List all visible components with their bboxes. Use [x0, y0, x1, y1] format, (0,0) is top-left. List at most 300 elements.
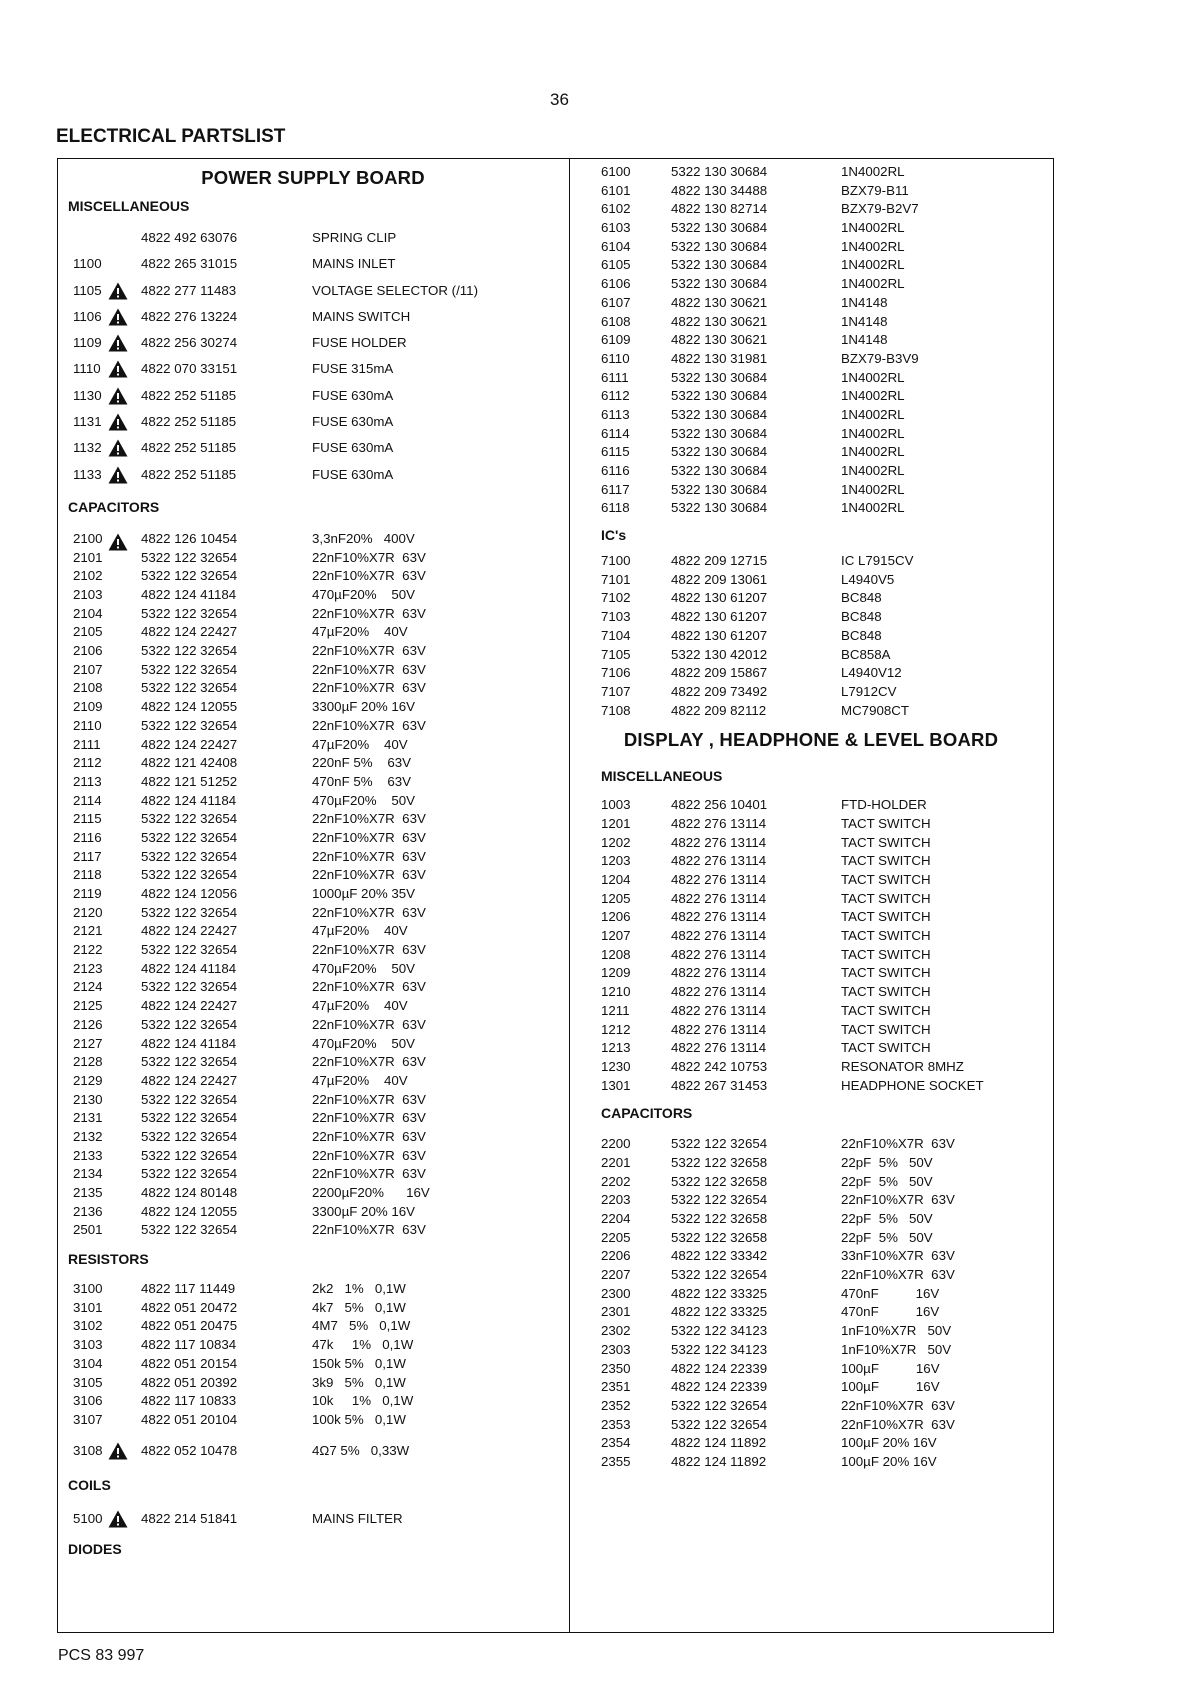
part-ref: 6114: [601, 425, 630, 441]
part-row: [57, 1392, 569, 1411]
part-desc: 4k7 5% 0,1W: [312, 1299, 406, 1315]
part-ref: 2204: [601, 1211, 631, 1226]
part-row: [571, 946, 1051, 965]
part-desc: TACT SWITCH: [841, 890, 931, 906]
part-desc: 10k 1% 0,1W: [312, 1393, 414, 1409]
part-ref: 6113: [601, 406, 630, 422]
part-code: 5322 122 32654: [671, 1267, 768, 1283]
part-row: [57, 1035, 569, 1054]
part-ref: 2119: [73, 886, 102, 902]
part-ref: 3105: [73, 1374, 103, 1390]
part-code: 5322 122 32658: [671, 1211, 768, 1226]
part-desc: 47µF20% 40V: [312, 1072, 408, 1088]
part-code: 4822 209 73492: [671, 683, 768, 699]
part-code: 5322 122 32658: [671, 1173, 768, 1189]
part-row: [571, 983, 1051, 1002]
part-code: 4822 124 11892: [671, 1453, 767, 1469]
part-code: 5322 130 30684: [671, 257, 768, 273]
part-desc: 22nF10%X7R 63V: [312, 904, 426, 920]
part-ref: 1204: [601, 872, 631, 887]
part-ref: 1131: [73, 414, 102, 430]
part-desc: 1N4002RL: [841, 220, 905, 236]
part-row: [57, 904, 569, 923]
part-ref: 1212: [601, 1021, 631, 1037]
part-ref: 1109: [73, 335, 102, 351]
part-code: 5322 130 30684: [671, 444, 768, 460]
warning-triangle-icon: [108, 1510, 128, 1528]
part-desc: 470µF20% 50V: [312, 587, 416, 603]
part-desc: HEADPHONE SOCKET: [841, 1077, 984, 1093]
part-code: 5322 122 32658: [671, 1229, 768, 1245]
display-misc-parts-list: [571, 796, 1051, 1095]
part-desc: MAINS INLET: [312, 256, 396, 272]
part-ref: 3107: [73, 1411, 103, 1427]
part-ref: 6108: [601, 313, 631, 329]
part-desc: FUSE 630mA: [312, 466, 394, 482]
part-row: [57, 1374, 569, 1393]
part-desc: IC L7915CV: [841, 553, 914, 569]
part-row: [571, 1322, 1051, 1341]
part-row: [571, 313, 1051, 332]
part-desc: 22nF10%X7R 63V: [312, 1128, 426, 1144]
part-row: [57, 1091, 569, 1110]
part-desc: 1N4002RL: [841, 481, 905, 497]
part-ref: 1201: [601, 815, 631, 831]
part-code: 5322 122 32654: [141, 568, 238, 584]
part-row: [57, 383, 569, 409]
part-desc: 1N4148: [841, 313, 888, 329]
part-ref: 2104: [73, 605, 103, 621]
part-code: 5322 122 34123: [671, 1323, 768, 1339]
part-desc: 22pF 5% 50V: [841, 1229, 933, 1245]
part-code: 4822 122 33342: [671, 1248, 768, 1264]
part-desc: 470µF20% 50V: [312, 960, 416, 976]
part-ref: 2200: [601, 1136, 631, 1152]
part-row: [571, 481, 1051, 500]
part-code: 5322 130 30684: [671, 276, 768, 292]
part-desc: 100µF 16V: [841, 1379, 940, 1395]
part-code: 4822 051 20154: [141, 1355, 238, 1371]
part-ref: 2113: [73, 773, 102, 789]
part-code: 4822 242 10753: [671, 1058, 768, 1074]
part-desc: L7912CV: [841, 683, 897, 699]
part-ref: 2130: [73, 1091, 103, 1107]
part-ref: 7101: [601, 571, 631, 587]
part-code: 4822 124 12055: [141, 699, 238, 715]
part-ref: 2202: [601, 1173, 631, 1189]
part-row: [571, 1247, 1051, 1266]
part-code: 4822 124 22427: [141, 1072, 238, 1088]
part-code: 4822 117 10834: [141, 1337, 237, 1353]
power-supply-board-title: POWER SUPPLY BOARD: [201, 167, 425, 188]
part-row: [57, 1147, 569, 1166]
part-row: [57, 1355, 569, 1374]
part-code: 5322 122 32654: [671, 1397, 768, 1413]
part-row: [57, 586, 569, 605]
part-desc: RESONATOR 8MHZ: [841, 1058, 964, 1074]
part-desc: BZX79-B3V9: [841, 350, 919, 366]
part-desc: 22nF10%X7R 63V: [312, 867, 426, 883]
part-row: [571, 871, 1051, 890]
part-code: 5322 122 32654: [141, 1128, 238, 1144]
part-row: [571, 294, 1051, 313]
capacitor-parts-list: [57, 530, 569, 1240]
part-desc: MAINS SWITCH: [312, 308, 411, 324]
part-desc: 1nF10%X7R 50V: [841, 1323, 952, 1339]
part-row: [571, 1191, 1051, 1210]
part-row: [57, 567, 569, 586]
part-code: 4822 124 41184: [141, 792, 237, 808]
part-ref: 2131: [73, 1110, 103, 1126]
part-desc: 33nF10%X7R 63V: [841, 1248, 955, 1264]
part-desc: MC7908CT: [841, 702, 909, 718]
part-desc: 470µF20% 50V: [312, 1035, 416, 1051]
part-code: 4822 252 51185: [141, 387, 237, 403]
part-desc: 1N4002RL: [841, 463, 905, 478]
part-desc: TACT SWITCH: [841, 928, 931, 944]
part-code: 4822 124 80148: [141, 1185, 238, 1201]
part-code: 5322 122 32654: [141, 661, 238, 677]
part-desc: 470nF 16V: [841, 1304, 940, 1320]
part-ref: 6109: [601, 332, 631, 348]
part-desc: 22nF10%X7R 63V: [312, 1110, 426, 1126]
part-row: [571, 608, 1051, 627]
part-ref: 2125: [73, 998, 103, 1014]
part-desc: MAINS FILTER: [312, 1510, 403, 1526]
part-row: [571, 425, 1051, 444]
part-desc: 22pF 5% 50V: [841, 1211, 933, 1226]
part-row: [57, 1411, 569, 1430]
part-desc: 22nF10%X7R 63V: [841, 1267, 955, 1283]
part-desc: 22nF10%X7R 63V: [312, 1054, 426, 1070]
section-diodes: DIODES: [68, 1541, 122, 1558]
part-code: 4822 276 13114: [671, 872, 767, 887]
part-row: [571, 406, 1051, 425]
part-desc: 1N4148: [841, 332, 888, 348]
part-row: [57, 1317, 569, 1336]
part-code: 4822 124 11892: [671, 1435, 767, 1451]
part-code: 4822 051 20104: [141, 1411, 238, 1427]
part-desc: 3300µF 20% 16V: [312, 1203, 416, 1219]
part-ref: 6117: [601, 481, 630, 497]
part-code: 5322 130 30684: [671, 500, 768, 516]
part-ref: 2103: [73, 587, 103, 603]
part-code: 4822 122 33325: [671, 1304, 768, 1320]
warning-triangle-icon: [108, 360, 128, 378]
part-desc: 470nF 5% 63V: [312, 773, 412, 789]
part-ref: 2352: [601, 1397, 631, 1413]
part-desc: 100k 5% 0,1W: [312, 1411, 406, 1427]
part-ref: 2126: [73, 1016, 103, 1032]
part-row: [57, 829, 569, 848]
part-row: [571, 664, 1051, 683]
part-row: [57, 792, 569, 811]
part-code: 5322 122 32654: [141, 605, 238, 621]
part-ref: 2118: [73, 867, 102, 883]
part-ref: 2129: [73, 1072, 103, 1088]
part-row: [571, 256, 1051, 275]
part-code: 4822 051 20475: [141, 1318, 238, 1334]
part-ref: 2127: [73, 1035, 103, 1051]
part-row: [571, 852, 1051, 871]
part-row: [571, 1173, 1051, 1192]
part-ref: 3108: [73, 1442, 103, 1458]
part-row: [571, 1453, 1051, 1472]
part-ref: 2101: [73, 549, 103, 565]
part-ref: 1203: [601, 853, 631, 869]
part-desc: 22nF10%X7R 63V: [312, 643, 426, 659]
part-code: 5322 122 32654: [671, 1136, 768, 1152]
part-code: 5322 122 32654: [141, 1054, 238, 1070]
part-desc: 1N4002RL: [841, 276, 905, 292]
resistor-extra-list: [57, 1438, 569, 1464]
part-desc: VOLTAGE SELECTOR (/11): [312, 282, 479, 298]
part-code: 4822 130 34488: [671, 182, 768, 198]
part-row: [57, 1184, 569, 1203]
part-ref: 7105: [601, 646, 631, 662]
part-row: [57, 1506, 569, 1532]
part-code: 4822 121 51252: [141, 773, 238, 789]
part-ref: 3104: [73, 1355, 103, 1371]
part-desc: 2k2 1% 0,1W: [312, 1281, 406, 1297]
part-ref: 2205: [601, 1229, 631, 1245]
part-ref: 3102: [73, 1318, 103, 1334]
part-code: 5322 130 30684: [671, 463, 768, 478]
part-ref: 2201: [601, 1154, 631, 1170]
display-capacitor-parts-list: [571, 1135, 1051, 1471]
part-row: [571, 1266, 1051, 1285]
warning-triangle-icon: [108, 282, 128, 300]
part-row: [57, 922, 569, 941]
part-code: 4822 121 42408: [141, 755, 238, 771]
part-desc: 22nF10%X7R 63V: [312, 942, 426, 958]
part-row: [57, 1165, 569, 1184]
part-code: 4822 252 51185: [141, 466, 237, 482]
part-ref: 6102: [601, 201, 631, 217]
part-code: 4822 256 10401: [671, 797, 768, 813]
part-ref: 2302: [601, 1323, 631, 1339]
section-capacitors: CAPACITORS: [68, 498, 160, 515]
part-ref: 1202: [601, 834, 631, 850]
part-desc: BZX79-B2V7: [841, 201, 919, 217]
part-desc: 1N4002RL: [841, 257, 905, 273]
part-code: 4822 256 30274: [141, 335, 238, 351]
warning-triangle-icon: [108, 334, 128, 352]
part-desc: 22nF10%X7R 63V: [312, 979, 426, 995]
part-row: [571, 1378, 1051, 1397]
part-desc: 22nF10%X7R 63V: [312, 1147, 426, 1163]
part-ref: 1110: [73, 361, 101, 377]
part-code: 5322 122 32654: [141, 680, 238, 696]
part-code: 4822 124 41184: [141, 587, 237, 603]
part-code: 5322 122 32654: [141, 942, 238, 958]
warning-triangle-icon: [108, 1442, 128, 1460]
part-code: 4822 070 33151: [141, 361, 238, 377]
part-row: [571, 1416, 1051, 1435]
part-desc: 100µF 20% 16V: [841, 1453, 937, 1469]
part-code: 4822 492 63076: [141, 230, 238, 245]
part-desc: TACT SWITCH: [841, 1021, 931, 1037]
part-code: 4822 214 51841: [141, 1510, 238, 1526]
part-code: 4822 130 30621: [671, 294, 768, 310]
part-ref: 6100: [601, 164, 631, 179]
part-desc: 470µF20% 50V: [312, 792, 416, 808]
part-row: [57, 435, 569, 461]
part-row: [57, 462, 569, 488]
part-desc: 1N4002RL: [841, 388, 905, 404]
part-row: [57, 960, 569, 979]
part-row: [571, 331, 1051, 350]
part-row: [571, 1135, 1051, 1154]
part-ref: 2110: [73, 717, 102, 733]
part-ref: 2102: [73, 568, 103, 584]
part-desc: FUSE 630mA: [312, 387, 394, 403]
part-desc: FUSE 630mA: [312, 414, 394, 430]
part-ref: 2501: [73, 1222, 103, 1238]
part-desc: 47µF20% 40V: [312, 624, 408, 640]
part-code: 5322 130 30684: [671, 238, 768, 254]
part-code: 4822 130 30621: [671, 313, 768, 329]
part-code: 4822 122 33325: [671, 1285, 768, 1301]
part-ref: 2206: [601, 1248, 631, 1264]
part-code: 4822 130 30621: [671, 332, 768, 348]
display-board-title: DISPLAY , HEADPHONE & LEVEL BOARD: [623, 729, 999, 751]
part-desc: FTD-HOLDER: [841, 797, 927, 813]
part-desc: 47k 1% 0,1W: [312, 1337, 414, 1353]
part-ref: 1106: [73, 308, 102, 324]
part-row: [571, 908, 1051, 927]
part-desc: BC848: [841, 590, 882, 606]
part-ref: 7108: [601, 702, 631, 718]
part-ref: 5100: [73, 1510, 103, 1526]
part-desc: 22nF10%X7R 63V: [841, 1136, 955, 1152]
part-ref: 2106: [73, 643, 103, 659]
part-row: [571, 589, 1051, 608]
part-row: [57, 1438, 569, 1464]
section-ics: IC's: [601, 527, 627, 544]
part-code: 5322 122 32654: [671, 1416, 768, 1432]
part-row: [571, 1077, 1051, 1096]
part-code: 4822 276 13114: [671, 834, 767, 850]
part-desc: 47µF20% 40V: [312, 923, 408, 939]
part-row: [57, 1016, 569, 1035]
part-row: [571, 646, 1051, 665]
part-desc: 22nF10%X7R 63V: [312, 1016, 426, 1032]
part-desc: 47µF20% 40V: [312, 736, 408, 752]
part-code: 4822 124 22339: [671, 1360, 768, 1376]
warning-triangle-icon: [108, 439, 128, 457]
part-desc: TACT SWITCH: [841, 853, 931, 869]
part-ref: 2120: [73, 904, 103, 920]
part-ref: 6115: [601, 444, 630, 460]
part-ref: 1133: [73, 466, 102, 482]
part-row: [571, 1002, 1051, 1021]
part-ref: 6101: [601, 182, 631, 198]
right-column: [571, 158, 1051, 1472]
part-ref: 1105: [73, 282, 102, 298]
part-code: 4822 252 51185: [141, 440, 237, 456]
part-desc: 22nF10%X7R 63V: [841, 1192, 955, 1208]
part-row: [571, 552, 1051, 571]
part-desc: 3300µF 20% 16V: [312, 699, 416, 715]
part-code: 4822 052 10478: [141, 1442, 238, 1458]
section-miscellaneous-display: MISCELLANEOUS: [601, 768, 723, 785]
section-coils: COILS: [68, 1476, 111, 1493]
part-row: [57, 978, 569, 997]
part-ref: 6106: [601, 276, 631, 292]
column-divider: [569, 158, 570, 1633]
resistor-parts-list: [57, 1280, 569, 1430]
left-column: [57, 158, 569, 1562]
part-desc: 1000µF 20% 35V: [312, 886, 416, 902]
part-row: [57, 997, 569, 1016]
part-row: [57, 278, 569, 304]
part-code: 5322 130 30684: [671, 220, 768, 236]
part-row: [571, 1210, 1051, 1229]
part-row: [571, 1021, 1051, 1040]
part-row: [57, 810, 569, 829]
part-desc: 22nF10%X7R 63V: [312, 1222, 426, 1238]
part-row: [571, 219, 1051, 238]
part-desc: TACT SWITCH: [841, 1040, 931, 1056]
part-ref: 2350: [601, 1360, 631, 1376]
part-ref: 2203: [601, 1192, 631, 1208]
part-row: [571, 369, 1051, 388]
part-code: 5322 122 32654: [141, 979, 238, 995]
part-desc: 470nF 16V: [841, 1285, 940, 1301]
part-desc: TACT SWITCH: [841, 815, 931, 831]
part-code: 4822 124 22427: [141, 624, 238, 640]
part-desc: TACT SWITCH: [841, 909, 931, 925]
part-row: [57, 1336, 569, 1355]
part-code: 4822 130 61207: [671, 609, 768, 625]
part-row: [571, 1285, 1051, 1304]
part-row: [57, 530, 569, 549]
part-ref: 1130: [73, 387, 102, 403]
part-desc: 22nF10%X7R 63V: [841, 1397, 955, 1413]
part-row: [571, 200, 1051, 219]
part-desc: 22nF10%X7R 63V: [312, 1091, 426, 1107]
part-code: 4822 265 31015: [141, 256, 238, 272]
part-desc: 100µF 20% 16V: [841, 1435, 937, 1451]
part-row: [571, 1154, 1051, 1173]
part-desc: TACT SWITCH: [841, 1002, 931, 1018]
part-code: 4822 130 61207: [671, 590, 768, 606]
part-row: [57, 698, 569, 717]
part-code: 5322 122 34123: [671, 1341, 768, 1357]
part-desc: 22nF10%X7R 63V: [312, 680, 426, 696]
part-row: [57, 605, 569, 624]
part-row: [571, 834, 1051, 853]
part-desc: 22nF10%X7R 63V: [312, 568, 426, 584]
part-desc: 150k 5% 0,1W: [312, 1355, 406, 1371]
part-row: [57, 1203, 569, 1222]
part-code: 5322 122 32654: [141, 549, 238, 565]
part-code: 4822 130 61207: [671, 627, 768, 643]
part-row: [57, 848, 569, 867]
part-row: [571, 443, 1051, 462]
diode-parts-list: [571, 163, 1051, 518]
part-code: 5322 122 32654: [141, 867, 238, 883]
part-desc: 4M7 5% 0,1W: [312, 1318, 411, 1334]
part-row: [571, 683, 1051, 702]
part-ref: 3103: [73, 1337, 103, 1353]
part-code: 5322 122 32654: [141, 1147, 238, 1163]
part-code: 4822 276 13114: [671, 1040, 767, 1056]
part-row: [57, 623, 569, 642]
part-row: [57, 409, 569, 435]
part-row: [57, 1128, 569, 1147]
